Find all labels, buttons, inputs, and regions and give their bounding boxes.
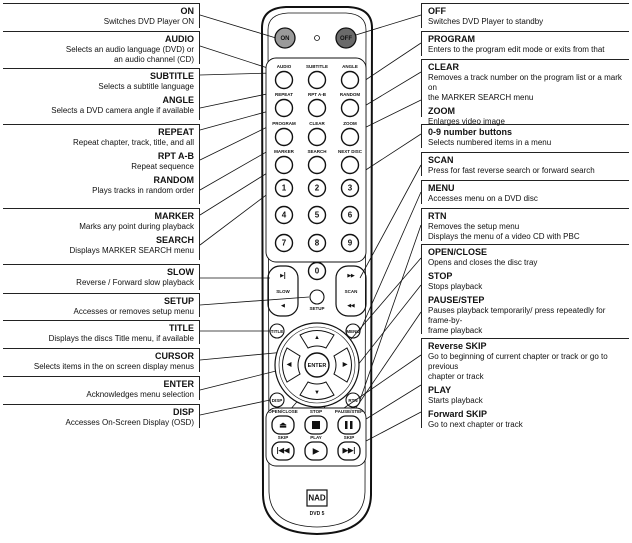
function-label: RPT A-B <box>307 92 327 97</box>
annotation-description: an audio channel (CD) <box>113 55 194 64</box>
function-label: MARKER <box>274 149 294 154</box>
annotation-title: ON <box>180 6 194 16</box>
model-label: DVD 5 <box>309 511 325 517</box>
annotation-description: Acknowledges menu selection <box>86 390 194 399</box>
function-button-rpt-a-b[interactable] <box>309 100 326 117</box>
annotation-title: AUDIO <box>165 34 194 44</box>
function-button-search[interactable] <box>309 157 326 174</box>
annotation-title: ANGLE <box>162 95 194 105</box>
function-label: REPEAT <box>275 92 293 97</box>
function-button-program[interactable] <box>276 129 293 146</box>
annotation-title: ENTER <box>163 379 194 389</box>
pause-icon <box>345 421 348 429</box>
annotation-description: Plays tracks in random order <box>92 186 194 195</box>
enter-label: ENTER <box>307 363 327 369</box>
digit-label: 1 <box>281 183 287 193</box>
function-label: ZOOM <box>343 121 357 126</box>
function-button-random[interactable] <box>342 100 359 117</box>
annotation-description: Switches DVD Player ON <box>103 17 194 26</box>
annotation-title: RANDOM <box>153 175 194 185</box>
function-button-clear[interactable] <box>309 129 326 146</box>
slow-reverse-icon: ◂ <box>281 302 285 310</box>
annotation-description: Accesses On-Screen Display (OSD) <box>65 418 194 427</box>
skip-forward-label: SKIP <box>343 435 355 440</box>
annotation-description: Displays the menu of a video CD with PBC <box>428 232 580 241</box>
annotation-description: Selects a subtitle language <box>98 82 194 91</box>
annotation-description: Enters to the program edit mode or exits from that <box>428 45 605 54</box>
annotation-description: Selects items in the on screen display menus <box>33 362 194 371</box>
annotation-title: SLOW <box>167 267 194 277</box>
function-label: ANGLE <box>342 64 358 69</box>
function-label: SUBTITLE <box>306 64 328 69</box>
annotation-description: Selects numbered items in a menu <box>428 138 552 147</box>
annotation-title: Forward SKIP <box>428 409 488 419</box>
function-button-subtitle[interactable] <box>309 72 326 89</box>
digit-label: 6 <box>347 210 353 220</box>
function-button-angle[interactable] <box>342 72 359 89</box>
annotation-description: Selects a DVD camera angle if available <box>51 106 194 115</box>
menu-label: MENU <box>346 329 360 334</box>
annotation-description: Go to beginning of current chapter or track or go to previous <box>428 352 608 371</box>
annotation-description: Repeat chapter, track, title, and all <box>73 138 194 147</box>
function-label: PROGRAM <box>272 121 296 126</box>
digit-label: 9 <box>347 238 353 248</box>
function-button-next-disc[interactable] <box>342 157 359 174</box>
annotation-description: Accesses menu on a DVD disc <box>428 194 538 203</box>
annotation-description: Enlarges video image <box>428 117 505 126</box>
skip-forward-icon: ▶▶| <box>342 447 356 455</box>
annotation-title: SETUP <box>163 296 194 306</box>
arrow-right-icon: ▶ <box>342 362 348 368</box>
digit-label: 8 <box>314 238 320 248</box>
pause-step-label: PAUSE/STEP <box>334 409 364 414</box>
disp-label: DISP <box>271 398 283 403</box>
eject-icon: ⏏ <box>279 420 287 430</box>
title-label: TITLE <box>270 329 284 334</box>
annotation-description: the MARKER SEARCH menu <box>428 93 534 102</box>
annotation-description: Selects an audio language (DVD) or <box>65 45 194 54</box>
annotation-title: 0-9 number buttons <box>428 127 513 137</box>
function-button-marker[interactable] <box>276 157 293 174</box>
function-label: CLEAR <box>309 121 325 126</box>
annotation-description: Marks any point during playback <box>79 222 194 231</box>
annotation-description: chapter or track <box>428 372 484 381</box>
off-button-label: OFF <box>340 36 352 42</box>
digit-label: 3 <box>347 183 353 193</box>
function-label: RANDOM <box>339 92 361 97</box>
function-label: NEXT DISC <box>337 149 363 154</box>
skip-reverse-icon: |◀◀ <box>276 447 290 455</box>
annotation-description: Pauses playback temporarily/ press repeatedly for frame-by- <box>428 306 606 325</box>
arrow-down-icon: ▼ <box>314 390 320 396</box>
arrow-left-icon: ◀ <box>286 362 292 368</box>
annotation-title: ZOOM <box>428 106 455 116</box>
annotation-description: Opens and closes the disc tray <box>428 258 538 267</box>
annotation-title: SCAN <box>428 155 454 165</box>
annotation-description: Switches DVD Player to standby <box>428 17 544 26</box>
annotation-title: PAUSE/STEP <box>428 295 485 305</box>
annotation-title: PLAY <box>428 385 452 395</box>
annotation-title: CLEAR <box>428 62 459 72</box>
play-icon: ▶ <box>312 446 320 456</box>
function-label: SEARCH <box>307 149 327 154</box>
arrow-up-icon: ▲ <box>314 335 320 341</box>
annotation-description: Reverse / Forward slow playback <box>76 278 194 287</box>
slow-label: SLOW <box>276 289 290 294</box>
annotation-description: Press for fast reverse search or forward search <box>428 166 595 175</box>
digit-label: 5 <box>314 210 320 220</box>
open-close-label: OPEN/CLOSE <box>268 409 298 414</box>
scan-forward-icon: ▸▸ <box>347 272 355 280</box>
annotation-description: Accesses or removes setup menu <box>73 307 194 316</box>
function-button-audio[interactable] <box>276 72 293 89</box>
annotation-title: PROGRAM <box>428 34 475 44</box>
on-button-label: ON <box>280 36 290 42</box>
annotation-title: RPT A-B <box>157 151 194 161</box>
annotation-title: CURSOR <box>154 351 194 361</box>
annotation-description: Displays the discs Title menu, if available <box>48 334 194 343</box>
rtn-label: RTN <box>348 398 358 403</box>
setup-label: SETUP <box>309 306 325 311</box>
digit-label: 0 <box>314 266 320 276</box>
annotation-title: RTN <box>428 211 447 221</box>
digit-label: 7 <box>281 238 287 248</box>
scan-reverse-icon: ◂◂ <box>347 302 355 310</box>
annotation-title: MENU <box>428 183 455 193</box>
annotation-title: DISP <box>172 407 194 417</box>
annotation-title: MARKER <box>154 211 194 221</box>
annotation-description: frame playback <box>428 326 483 335</box>
annotation-description: Stops playback <box>428 282 483 291</box>
brand-label: NAD <box>308 493 326 503</box>
annotation-title: SEARCH <box>155 235 194 245</box>
annotation-description: Starts playback <box>428 396 483 405</box>
function-button-repeat[interactable] <box>276 100 293 117</box>
function-label: AUDIO <box>276 64 292 69</box>
annotation-title: OFF <box>428 6 446 16</box>
function-button-zoom[interactable] <box>342 129 359 146</box>
scan-label: SCAN <box>344 289 358 294</box>
skip-reverse-label: SKIP <box>277 435 289 440</box>
annotation-description: Removes a track number on the program list or a mark on <box>428 73 622 92</box>
annotation-description: Go to next chapter or track <box>428 420 523 429</box>
play-label: PLAY <box>310 435 322 440</box>
digit-label: 4 <box>281 210 287 220</box>
stop-icon <box>312 421 320 429</box>
annotation-title: OPEN/CLOSE <box>428 247 488 257</box>
digit-label: 2 <box>314 183 320 193</box>
annotation-description: Repeat sequence <box>131 162 194 171</box>
annotation-title: TITLE <box>169 323 194 333</box>
annotation-title: STOP <box>428 271 453 281</box>
annotation-title: REPEAT <box>158 127 194 137</box>
slow-forward-icon: ▸| <box>280 272 286 280</box>
annotation-title: SUBTITLE <box>150 71 194 81</box>
annotation-description: Removes the setup menu <box>428 222 520 231</box>
annotation-description: Displays MARKER SEARCH menu <box>69 246 194 255</box>
annotation-title: Reverse SKIP <box>428 341 487 351</box>
stop-label: STOP <box>309 409 323 414</box>
